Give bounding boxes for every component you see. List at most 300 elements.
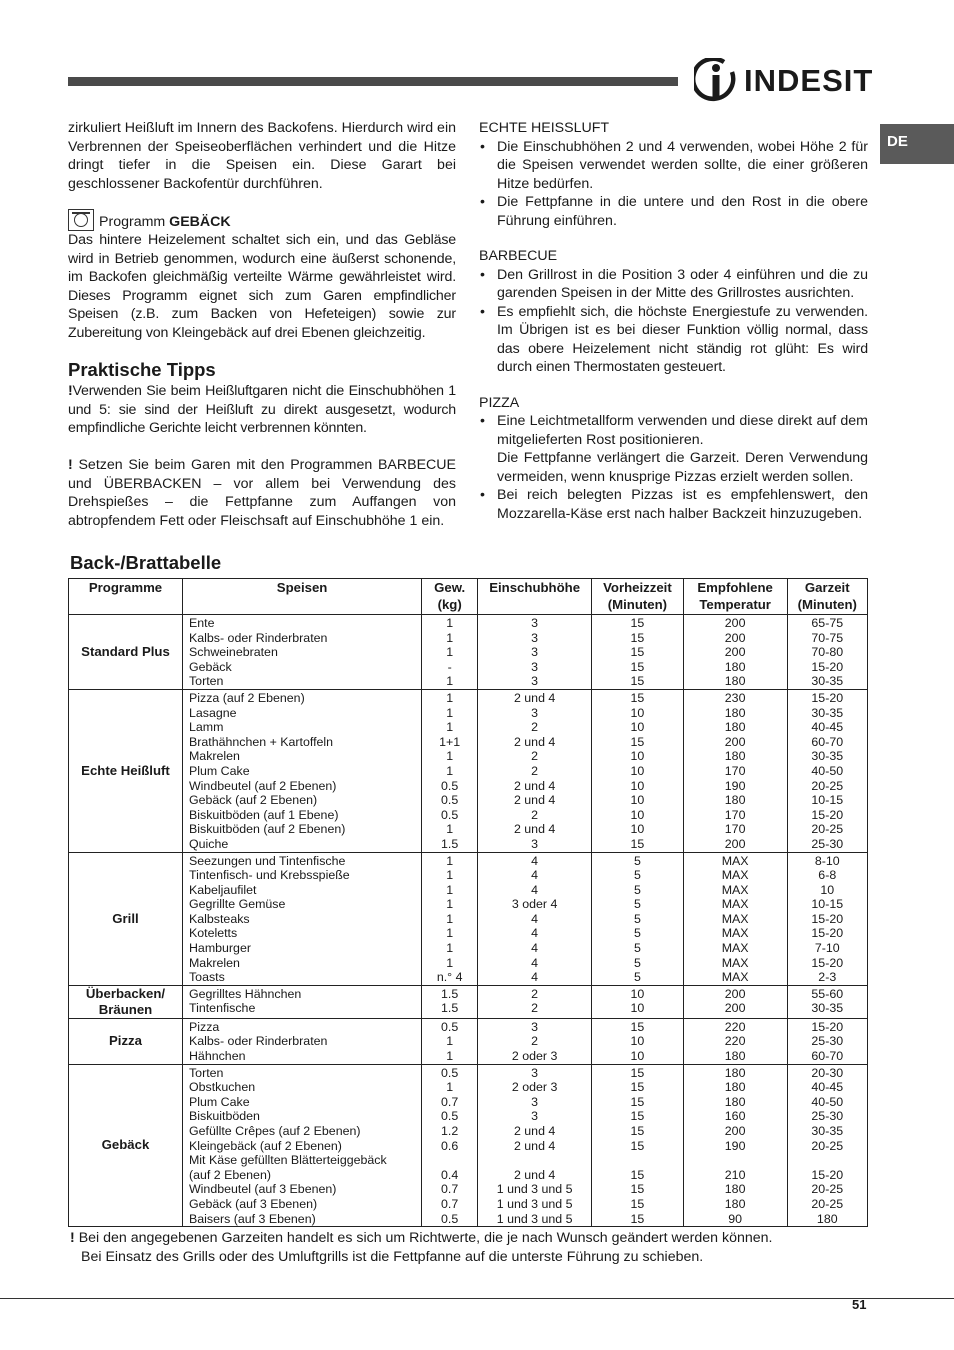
header-speisen: Speisen xyxy=(182,579,421,615)
preheat-cell xyxy=(592,615,684,690)
weight-value: 1 xyxy=(446,645,454,660)
preheat-value: 10 xyxy=(630,822,645,837)
level-value: 2 xyxy=(531,986,539,1001)
food-value: (auf 2 Ebenen) xyxy=(188,1167,271,1182)
food-value: Kalbs- oder Rinderbraten xyxy=(188,630,328,645)
list-item: • Es empfiehlt sich, die höchste Energiestufe zu verwenden. Im Übrigen ist es bei dieser Funktion völlig normal, dass das obere Heizelement nicht ständig rot glüht: Es wird durch einen Thermostaten gesteuert. xyxy=(479,303,868,377)
table-row xyxy=(69,852,868,985)
level-value: 2 xyxy=(531,763,539,778)
level-cell xyxy=(478,689,592,852)
temp-value: 200 xyxy=(724,616,746,630)
food-value: Biskuitböden (auf 2 Ebenen) xyxy=(188,822,346,837)
time-value: 40-45 xyxy=(811,720,844,735)
temp-value: MAX xyxy=(721,853,749,868)
level-value: 4 xyxy=(531,941,539,956)
temp-cell xyxy=(683,1064,787,1227)
weight-value: 0.5 xyxy=(441,778,459,793)
time-value: 15-20 xyxy=(811,911,844,926)
temp-value: 180 xyxy=(724,1196,746,1211)
time-value: 25-30 xyxy=(811,836,844,851)
level-value: 2 xyxy=(531,1034,539,1049)
level-value: 2 und 4 xyxy=(513,1138,556,1153)
tips-heading: Praktische Tipps xyxy=(68,359,216,380)
level-value: 3 xyxy=(531,836,539,851)
time-value: 30-35 xyxy=(811,749,844,764)
program-heading xyxy=(68,209,456,231)
preheat-value: 15 xyxy=(630,1196,645,1211)
level-value: 2 oder 3 xyxy=(511,1080,558,1095)
section-title-barbecue: BARBECUE xyxy=(479,248,558,264)
warning-icon: ! xyxy=(68,383,73,399)
temp-value: 190 xyxy=(724,1138,746,1153)
preheat-cell xyxy=(592,852,684,985)
weight-value: 1.5 xyxy=(441,986,459,1001)
temp-value: 180 xyxy=(724,720,746,735)
preheat-value: 15 xyxy=(630,836,645,851)
preheat-value: 10 xyxy=(630,807,645,822)
time-cell xyxy=(787,689,867,852)
program-name: GEBÄCK xyxy=(169,213,231,230)
level-value xyxy=(482,1153,587,1168)
preheat-value: 10 xyxy=(630,763,645,778)
temp-cell xyxy=(683,985,787,1018)
level-cell xyxy=(478,615,592,690)
weight-value: 0.5 xyxy=(441,1109,459,1124)
time-value xyxy=(792,1153,863,1168)
time-value: 20-25 xyxy=(811,778,844,793)
preheat-value: 15 xyxy=(630,690,645,705)
weight-value: 0.5 xyxy=(441,1211,459,1226)
preheat-value: 10 xyxy=(630,749,645,764)
temp-value: MAX xyxy=(721,926,749,941)
heissluft-list xyxy=(479,138,868,231)
header-einschubhoehe: Einschubhöhe xyxy=(478,579,592,615)
weight-value: 1 xyxy=(446,674,454,689)
time-value: 180 xyxy=(816,1211,838,1226)
preheat-value: 5 xyxy=(633,868,641,883)
weight-cell xyxy=(422,985,478,1018)
weight-value: 1.5 xyxy=(441,1001,459,1016)
time-value: 10-15 xyxy=(811,793,844,808)
weight-value: 0.5 xyxy=(441,1019,459,1034)
temp-value: 200 xyxy=(724,836,746,851)
weight-cell xyxy=(422,615,478,690)
time-value: 25-30 xyxy=(811,1034,844,1049)
weight-value: 1 xyxy=(446,1034,454,1049)
weight-value: - xyxy=(447,659,452,674)
right-column xyxy=(479,119,868,523)
food-value: Quiche xyxy=(188,836,229,851)
table-header-row xyxy=(69,579,868,615)
food-value: Torten xyxy=(188,674,224,689)
logo-i-icon xyxy=(694,58,738,104)
table-title: Back-/Brattabelle xyxy=(70,552,222,573)
food-value: Brathähnchen + Kartoffeln xyxy=(188,734,334,749)
section-title-pizza: PIZZA xyxy=(479,394,520,411)
weight-value: 0.5 xyxy=(441,793,459,808)
temp-value: 180 xyxy=(724,1094,746,1109)
level-value: 2 und 4 xyxy=(513,690,556,705)
temp-value: 180 xyxy=(724,1080,746,1095)
time-value: 15-20 xyxy=(811,690,844,705)
level-cell xyxy=(478,852,592,985)
temp-value: 180 xyxy=(724,749,746,764)
temp-value: 230 xyxy=(724,690,746,705)
intro-paragraph: zirkuliert Heißluft im Innern des Backofens. Hierdurch wird ein Verbrennen der Speiseoberflächen verhindert und die Hitze dringt tiefer in die Speisen ein. Diese Garart bei geschlossener Backofentür durchführen. xyxy=(68,120,456,192)
level-value: 3 xyxy=(531,645,539,660)
tip-2 xyxy=(68,456,456,530)
level-value: 3 oder 4 xyxy=(511,897,558,912)
time-cell xyxy=(787,615,867,690)
level-value: 2 und 4 xyxy=(513,1167,556,1182)
time-value: 20-25 xyxy=(811,1196,844,1211)
time-value: 65-75 xyxy=(811,616,844,630)
header-temperatur: Empfohlene Temperatur xyxy=(683,579,787,615)
temp-value: MAX xyxy=(721,911,749,926)
preheat-value: 10 xyxy=(630,778,645,793)
brand-name: INDESIT xyxy=(744,63,874,98)
list-item: • Die Einschubhöhen 2 und 4 verwenden, wobei Höhe 2 für die Speisen verwendet werden sollte, die einer größeren Hitze bedürfen. xyxy=(479,138,868,194)
table-row xyxy=(69,1064,868,1227)
pizza-list xyxy=(479,412,868,523)
food-value: Plum Cake xyxy=(188,1094,250,1109)
level-value: 3 xyxy=(531,1019,539,1034)
temp-value: 220 xyxy=(724,1034,746,1049)
preheat-value: 15 xyxy=(630,630,645,645)
level-value: 2 und 4 xyxy=(513,778,556,793)
preheat-value xyxy=(596,1153,679,1168)
preheat-value: 5 xyxy=(633,941,641,956)
preheat-value: 15 xyxy=(630,674,645,689)
program-cell: Echte Heißluft xyxy=(69,689,183,852)
level-value: 1 und 3 und 5 xyxy=(496,1211,573,1226)
food-cell xyxy=(182,615,421,690)
temp-value: 170 xyxy=(724,822,746,837)
level-cell xyxy=(478,1064,592,1227)
time-cell xyxy=(787,1018,867,1064)
temp-value: 180 xyxy=(724,1049,746,1064)
level-value: 3 xyxy=(531,1065,539,1080)
temp-cell xyxy=(683,1018,787,1064)
level-value: 4 xyxy=(531,911,539,926)
preheat-value: 5 xyxy=(633,853,641,868)
weight-value: 1 xyxy=(446,616,454,630)
preheat-value: 10 xyxy=(630,1034,645,1049)
weight-value: 1 xyxy=(446,720,454,735)
level-value: 4 xyxy=(531,970,539,985)
food-cell xyxy=(182,689,421,852)
level-value: 4 xyxy=(531,955,539,970)
food-value: Kalbsteaks xyxy=(188,911,250,926)
temp-value: 170 xyxy=(724,763,746,778)
temp-value xyxy=(688,1153,783,1168)
time-value: 15-20 xyxy=(811,955,844,970)
time-value: 20-25 xyxy=(811,1182,844,1197)
preheat-value: 5 xyxy=(633,970,641,985)
language-tab: DE xyxy=(880,124,954,164)
time-cell xyxy=(787,852,867,985)
time-value: 25-30 xyxy=(811,1109,844,1124)
footnote-line-2: Bei Einsatz des Grills oder des Umluftgrills ist die Fettpfanne auf die unterste Führung zu schieben. xyxy=(81,1249,704,1265)
temp-value: 180 xyxy=(724,1065,746,1080)
weight-value: 0.4 xyxy=(441,1167,459,1182)
time-value: 15-20 xyxy=(811,807,844,822)
weight-value: 0.7 xyxy=(441,1182,459,1197)
list-item: • Bei reich belegten Pizzas ist es empfehlenswert, den Mozzarella-Käse erst nach halber Backzeit hinzuzugeben. xyxy=(479,486,868,523)
preheat-value: 15 xyxy=(630,1211,645,1226)
preheat-value: 15 xyxy=(630,1124,645,1138)
preheat-value: 5 xyxy=(633,955,641,970)
food-cell xyxy=(182,852,421,985)
weight-value: 1 xyxy=(446,853,454,868)
weight-value: 0.5 xyxy=(441,807,459,822)
weight-value: 0.7 xyxy=(441,1196,459,1211)
food-value: Seezungen und Tintenfische xyxy=(188,853,346,868)
preheat-value: 10 xyxy=(630,793,645,808)
food-value: Hamburger xyxy=(188,941,251,956)
section-title-heissluft: ECHTE HEISSLUFT xyxy=(479,120,610,136)
temp-value: 180 xyxy=(724,793,746,808)
temp-value: 200 xyxy=(724,645,746,660)
footnote-text-1: Bei den angegebenen Garzeiten handelt es sich um Richtwerte, die je nach Wunsch geändert werden können. xyxy=(78,1230,773,1246)
table-row xyxy=(69,985,868,1018)
level-value: 4 xyxy=(531,882,539,897)
header-vorheizzeit: Vorheizzeit (Minuten) xyxy=(592,579,684,615)
warning-icon: ! xyxy=(68,457,73,473)
footnote xyxy=(70,1229,870,1267)
food-value: Hähnchen xyxy=(188,1049,246,1064)
program-cell: Überbacken/ Bräunen xyxy=(69,985,183,1018)
weight-value: 1.2 xyxy=(441,1124,459,1138)
food-value: Obstkuchen xyxy=(188,1080,256,1095)
program-prefix: Programm xyxy=(99,213,170,230)
temp-value: MAX xyxy=(721,868,749,883)
temp-value: 200 xyxy=(724,1124,746,1138)
weight-value: 1 xyxy=(446,882,454,897)
level-value: 2 und 4 xyxy=(513,734,556,749)
temp-cell xyxy=(683,615,787,690)
preheat-value: 15 xyxy=(630,659,645,674)
preheat-cell xyxy=(592,985,684,1018)
level-value: 4 xyxy=(531,853,539,868)
tip-1 xyxy=(68,382,456,438)
tip-2-text: Setzen Sie beim Garen mit den Programmen BARBECUE und ÜBERBACKEN – vor allem bei Verwendung des Drehspießes – die Fettpfanne zum Auffangen von abtropfendem Fett oder Fleischsaft auf Einschubhöhe 1 ein. xyxy=(68,457,456,529)
food-value: Gegrilltes Hähnchen xyxy=(188,986,302,1001)
preheat-value: 15 xyxy=(630,1094,645,1109)
weight-value: 0.6 xyxy=(441,1138,459,1153)
food-value: Pizza xyxy=(188,1019,220,1034)
time-value: 70-75 xyxy=(811,630,844,645)
header-programme: Programme xyxy=(69,579,183,615)
footer-rule xyxy=(0,1298,954,1299)
weight-cell xyxy=(422,689,478,852)
level-value: 2 und 4 xyxy=(513,793,556,808)
temp-value: MAX xyxy=(721,882,749,897)
food-value: Plum Cake xyxy=(188,763,250,778)
time-value: 15-20 xyxy=(811,1167,844,1182)
weight-value: 0.5 xyxy=(441,1065,459,1080)
food-value: Gebäck (auf 3 Ebenen) xyxy=(188,1196,318,1211)
weight-value: 1 xyxy=(446,911,454,926)
temp-value: 210 xyxy=(724,1167,746,1182)
weight-value: 1 xyxy=(446,763,454,778)
food-value: Kalbs- oder Rinderbraten xyxy=(188,1034,328,1049)
food-value: Makrelen xyxy=(188,749,240,764)
brand-logo xyxy=(694,56,873,106)
food-value: Makrelen xyxy=(188,955,240,970)
food-value: Tintenfische xyxy=(188,1001,256,1016)
time-value: 30-35 xyxy=(811,674,844,689)
food-value: Gebäck (auf 2 Ebenen) xyxy=(188,793,318,808)
footnote-line-1 xyxy=(70,1229,870,1248)
temp-value: 180 xyxy=(724,674,746,689)
preheat-value: 15 xyxy=(630,1138,645,1153)
preheat-value: 5 xyxy=(633,897,641,912)
temp-value: MAX xyxy=(721,897,749,912)
level-value: 3 xyxy=(531,616,539,630)
temp-value: 170 xyxy=(724,807,746,822)
weight-value: 1 xyxy=(446,955,454,970)
weight-cell xyxy=(422,1064,478,1227)
level-value: 2 oder 3 xyxy=(511,1049,558,1064)
table-row xyxy=(69,615,868,690)
food-value: Tintenfisch- und Krebsspieße xyxy=(188,868,350,883)
pastry-program-icon xyxy=(68,209,94,231)
time-value: 40-50 xyxy=(811,1094,844,1109)
time-value: 30-35 xyxy=(811,1124,844,1138)
time-cell xyxy=(787,985,867,1018)
time-value: 7-10 xyxy=(814,941,840,956)
temp-value: 200 xyxy=(724,630,746,645)
time-value: 30-35 xyxy=(811,705,844,720)
header-gewicht: Gew. (kg) xyxy=(422,579,478,615)
temp-value: 180 xyxy=(724,1182,746,1197)
page-number: 51 xyxy=(852,1297,867,1312)
header-garzeit: Garzeit (Minuten) xyxy=(787,579,867,615)
temp-value: 180 xyxy=(724,659,746,674)
left-column xyxy=(68,119,456,530)
preheat-cell xyxy=(592,689,684,852)
level-value: 4 xyxy=(531,926,539,941)
weight-value: 0.7 xyxy=(441,1094,459,1109)
food-value: Kabeljaufilet xyxy=(188,882,257,897)
preheat-value: 10 xyxy=(630,1001,645,1016)
temp-value: MAX xyxy=(721,955,749,970)
temp-value: 220 xyxy=(724,1019,746,1034)
weight-value: 1+1 xyxy=(439,734,461,749)
weight-value xyxy=(426,1153,473,1168)
time-value: 10 xyxy=(820,882,835,897)
level-value: 1 und 3 und 5 xyxy=(496,1182,573,1197)
program-cell: Gebäck xyxy=(69,1064,183,1227)
food-value: Pizza (auf 2 Ebenen) xyxy=(188,690,305,705)
food-value: Lasagne xyxy=(188,705,237,720)
food-value: Schweinebraten xyxy=(188,645,278,660)
level-value: 2 xyxy=(531,807,539,822)
weight-cell xyxy=(422,852,478,985)
time-value: 15-20 xyxy=(811,659,844,674)
weight-value: 1 xyxy=(446,630,454,645)
food-value: Biskuitböden (auf 1 Ebene) xyxy=(188,807,339,822)
preheat-cell xyxy=(592,1018,684,1064)
preheat-value: 10 xyxy=(630,720,645,735)
preheat-value: 15 xyxy=(630,645,645,660)
food-value: Torten xyxy=(188,1065,224,1080)
baking-table xyxy=(68,578,868,1227)
preheat-value: 10 xyxy=(630,986,645,1001)
temp-cell xyxy=(683,852,787,985)
program-cell: Grill xyxy=(69,852,183,985)
time-value: 15-20 xyxy=(811,1019,844,1034)
header-rule xyxy=(68,77,678,86)
weight-value: 1 xyxy=(446,941,454,956)
food-value: Baisers (auf 3 Ebenen) xyxy=(188,1211,316,1226)
list-item: • Den Grillrost in die Position 3 oder 4 einführen und die zu garenden Speisen in der Mitte des Grillrostes ausrichten. xyxy=(479,266,868,303)
weight-value: 1 xyxy=(446,705,454,720)
time-value: 55-60 xyxy=(811,986,844,1001)
preheat-value: 15 xyxy=(630,1065,645,1080)
food-value: Toasts xyxy=(188,970,225,985)
time-value: 30-35 xyxy=(811,1001,844,1016)
temp-value: 190 xyxy=(724,778,746,793)
preheat-value: 15 xyxy=(630,1167,645,1182)
preheat-value: 10 xyxy=(630,705,645,720)
food-value: Gegrillte Gemüse xyxy=(188,897,286,912)
preheat-value: 5 xyxy=(633,882,641,897)
table-row xyxy=(69,689,868,852)
food-value: Kleingebäck (auf 2 Ebenen) xyxy=(188,1138,342,1153)
weight-value: 1 xyxy=(446,1049,454,1064)
food-value: Gebäck xyxy=(188,659,232,674)
time-value: 10-15 xyxy=(811,897,844,912)
level-value: 3 xyxy=(531,659,539,674)
weight-value: 1.5 xyxy=(441,836,459,851)
preheat-value: 5 xyxy=(633,926,641,941)
level-value: 2 xyxy=(531,720,539,735)
temp-value: 200 xyxy=(724,986,746,1001)
level-cell xyxy=(478,985,592,1018)
table-body xyxy=(69,615,868,1227)
time-value: 15-20 xyxy=(811,926,844,941)
preheat-value: 15 xyxy=(630,1109,645,1124)
program-cell: Pizza xyxy=(69,1018,183,1064)
level-value: 2 und 4 xyxy=(513,822,556,837)
level-cell xyxy=(478,1018,592,1064)
level-value: 2 und 4 xyxy=(513,1124,556,1138)
barbecue-list xyxy=(479,266,868,377)
time-value: 20-25 xyxy=(811,822,844,837)
level-value: 4 xyxy=(531,868,539,883)
preheat-value: 5 xyxy=(633,911,641,926)
weight-value: 1 xyxy=(446,1080,454,1095)
level-value: 3 xyxy=(531,630,539,645)
time-cell xyxy=(787,1064,867,1227)
time-value: 2-3 xyxy=(818,970,837,985)
table-row xyxy=(69,1018,868,1064)
temp-value: 160 xyxy=(724,1109,746,1124)
food-cell xyxy=(182,1064,421,1227)
pizza-tip-1: Eine Leichtmetallform verwenden und diese direkt auf dem mitgelieferten Rost positionieren. xyxy=(497,413,868,448)
food-cell xyxy=(182,985,421,1018)
temp-value: 90 xyxy=(728,1211,743,1226)
food-value: Mit Käse gefüllten Blätterteiggebäck xyxy=(188,1153,387,1168)
preheat-value: 15 xyxy=(630,1019,645,1034)
tip-1-text: Verwenden Sie beim Heißluftgaren nicht die Einschubhöhen 1 und 5: sie sind der Heißluft zu direkt ausgesetzt, wodurch empfindliche Gerichte leicht verbrennen könnten. xyxy=(68,383,456,436)
warning-icon: ! xyxy=(70,1230,75,1246)
time-value: 20-30 xyxy=(811,1065,844,1080)
weight-value: 1 xyxy=(446,822,454,837)
level-value: 3 xyxy=(531,705,539,720)
